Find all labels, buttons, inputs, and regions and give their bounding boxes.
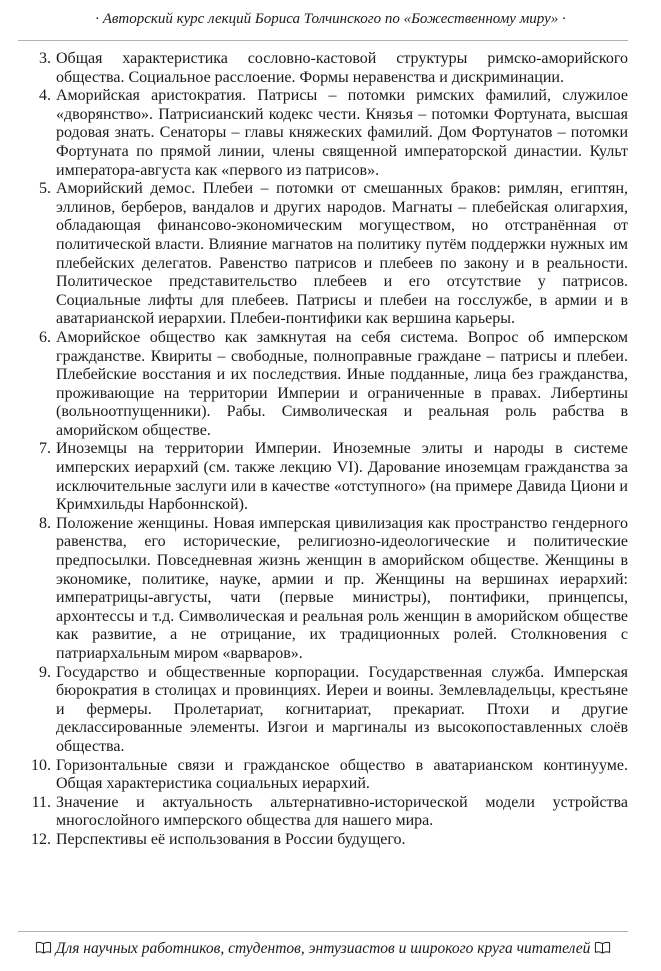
page-footer: [18, 931, 628, 960]
list-item-number: 5.: [39, 180, 51, 198]
list-item: [18, 329, 628, 441]
header-divider: [18, 40, 628, 41]
list-item-number: 11.: [31, 793, 51, 811]
page-header-title: · Авторский курс лекций Бориса Толчинского по «Божественному миру» ·: [95, 11, 566, 27]
list-item: [18, 180, 628, 329]
list-item-text: Положение женщины. Новая имперская цивилизация как пространство гендерного равенства, его исторические, религиозно-идеологические и политические предпосылки. Повседневная жизнь женщин в аморийском обществе. Женщины в экономике, политике, науке, армии и пр. Женщины на вершинах иерархий: императрицы-августы, чати (первые министры), понтифики, принцепсы, архонтессы и т.д. Символическая и реальная роль женщин в аморийском обществе как развитие, а не отрицание, их традиционных ролей. Столкновения с патриархальным миром «варваров».: [56, 514, 628, 662]
open-book-icon: [594, 941, 611, 960]
list-item-text: Горизонтальные связи и гражданское общество в аватарианском континууме. Общая характеристика социальных иерархий.: [56, 756, 628, 793]
list-item-text: Государство и общественные корпорации. Государственная служба. Имперская бюрократия в столицах и провинциях. Иереи и воины. Землевладельцы, крестьяне и фермеры. Пролетариат, когнитариат, прекариат. Птохи и другие деклассированные элементы. Изгои и маргиналы из высокопоставленных слоёв общества.: [56, 663, 628, 755]
lecture-topics-list: [18, 50, 628, 850]
footer-text: Для научных работников, студентов, энтузиастов и широкого круга читателей: [55, 940, 591, 957]
list-item: [18, 757, 628, 794]
list-item-text: Иноземцы на территории Империи. Иноземные элиты и народы в системе имперских иерархий (см. также лекцию VI). Дарование иноземцам гражданства за исключительные заслуги или в качестве «отступного» (на примере Давида Циони и Кримхильды Нарбоннской).: [56, 440, 628, 514]
list-item: [18, 664, 628, 757]
list-item: [18, 794, 628, 831]
list-item-text: Значение и актуальность альтернативно-исторической модели устройства многослойного имперского общества для нашего мира.: [56, 793, 628, 830]
list-item: [18, 440, 628, 514]
list-item-number: 4.: [39, 87, 51, 105]
list-item-number: 8.: [39, 514, 51, 532]
list-item-number: 10.: [31, 756, 51, 774]
open-book-icon: [35, 941, 52, 960]
list-item-text: Перспективы её использования в России будущего.: [56, 830, 406, 848]
list-item: [18, 50, 628, 87]
list-item-number: 9.: [39, 663, 51, 681]
list-item-text: Аморийское общество как замкнутая на себя система. Вопрос об имперском гражданстве. Квириты – свободные, полноправные граждане – патрисы и плебеи. Плебейские восстания и их последствия. Иные подданные, лица без гражданства, проживающие на территории Империи и ограниченные в правах. Либертины (вольноотпущенники). Рабы. Символическая и реальная роль рабства в аморийском обществе.: [56, 328, 628, 439]
list-item: [18, 515, 628, 664]
list-item-number: 7.: [39, 440, 51, 458]
list-item-text: Аморийская аристократия. Патрисы – потомки римских фамилий, служилое «дворянство». Патрисианский кодекс чести. Князья – потомки Фортуната, высшая родовая знать. Сенаторы – главы княжеских фамилий. Дом Фортунатов – потомки Фортуната по прямой линии, члены священной императорской династии. Культ императора-августа как «первого из патрисов».: [56, 87, 628, 179]
list-item-number: 12.: [31, 830, 51, 848]
list-item: [18, 87, 628, 180]
list-item-number: 3.: [39, 50, 51, 67]
list-item: [18, 831, 628, 850]
list-item-text: Аморийский демос. Плебеи – потомки от смешанных браков: римлян, египтян, эллинов, берберов, вандалов и других народов. Магнаты – плебейская олигархия, обладающая финансово-экономическим могуществом, но отстранённая от политической власти. Влияние магнатов на политику путём поддержки нужных им плебейских делегатов. Равенство патрисов и плебеев по закону и в реальности. Политическое представительство плебеев и его отсутствие у патрисов. Социальные лифты для плебеев. Патрисы и плебеи на госслужбе, в армии и в аватарианской иерархии. Плебеи-понтифики как вершина карьеры.: [56, 180, 628, 328]
list-item-number: 6.: [39, 328, 51, 346]
list-item-text: Общая характеристика сословно-кастовой структуры римско-аморийского общества. Социальное расслоение. Формы неравенства и дискриминации.: [56, 50, 628, 86]
